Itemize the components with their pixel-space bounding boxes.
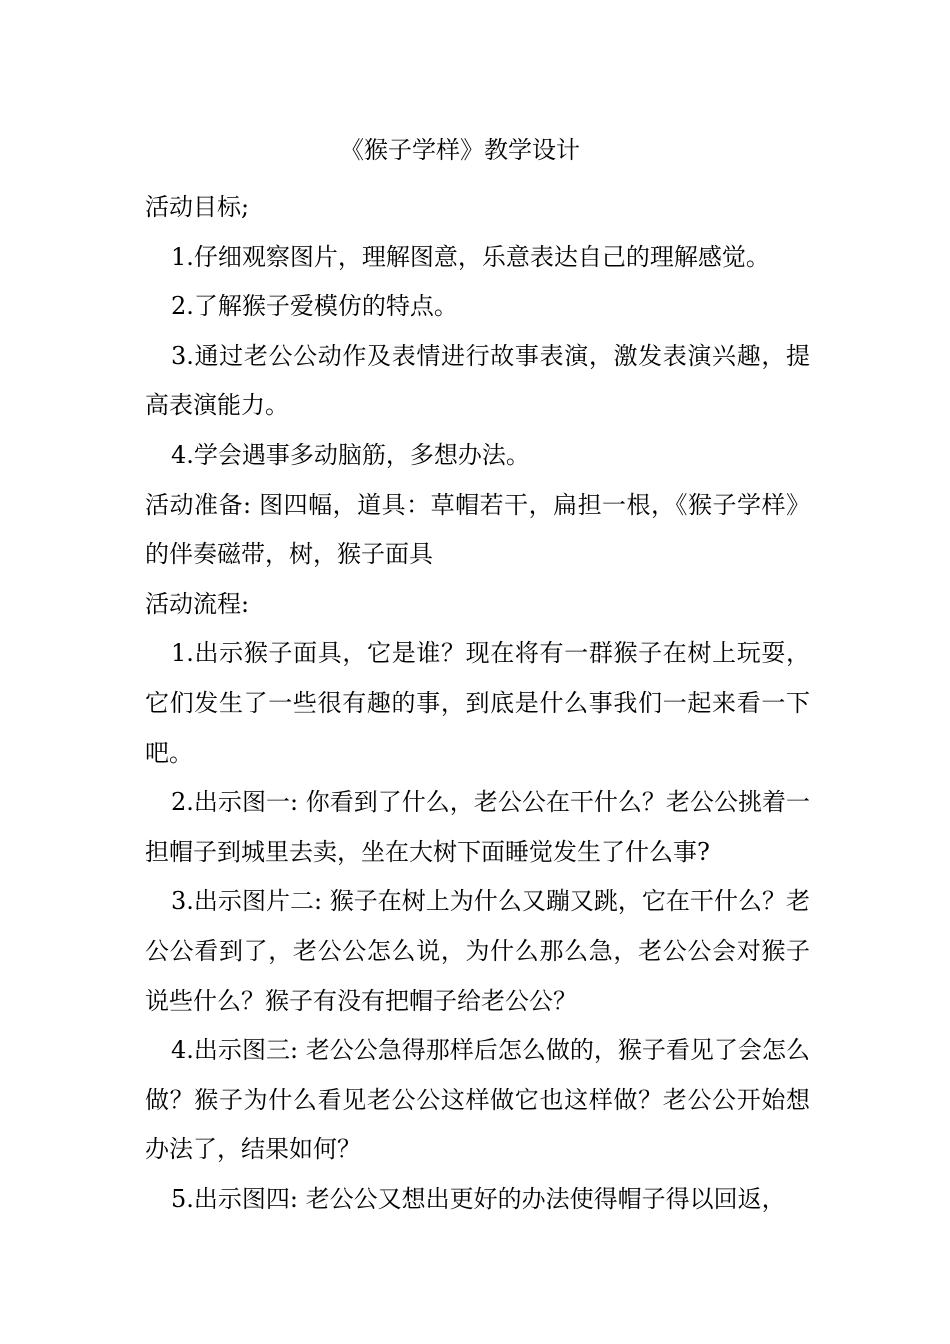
document-paragraph: 3.通过老公公动作及表情进行故事表演，激发表演兴趣，提高表演能力。 (145, 341, 810, 420)
document-paragraph: 1.出示猴子面具，它是谁？现在将有一群猴子在树上玩耍，它们发生了一些很有趣的事，到底是什么事我们一起来看一下吧。 (145, 639, 810, 767)
document-paragraph: 活动准备: 图四幅，道具：草帽若干，扁担一根，《猴子学样》的伴奏磁带，树，猴子面具 (145, 490, 810, 569)
document-paragraph: 2.了解猴子爱模仿的特点。 (171, 292, 458, 321)
document-paragraph: 2.出示图一: 你看到了什么，老公公在干什么？老公公挑着一担帽子到城里去卖，坐在大树下面睡觉发生了什么事? (145, 788, 810, 866)
document-paragraph: 3.出示图片二: 猴子在树上为什么又蹦又跳，它在干什么？老公公看到了，老公公怎么说，为什么那么急，老公公会对猴子说些什么？猴子有没有把帽子给老公公？ (145, 887, 810, 1015)
document-paragraph: 1.仔细观察图片，理解图意，乐意表达自己的理解感觉。 (171, 242, 770, 271)
document-paragraph: 4.学会遇事多动脑筋，多想办法。 (171, 440, 530, 469)
document-title: 《猴子学样》教学设计 (340, 136, 580, 164)
document-body (145, 183, 810, 1224)
document-paragraph: 活动流程: (145, 589, 250, 618)
document-paragraph: 4.出示图三: 老公公急得那样后怎么做的，猴子看见了会怎么做？猴子为什么看见老公公这样做它也这样做？老公公开始想办法了，结果如何？ (145, 1036, 810, 1164)
document-paragraph: 活动目标; (145, 193, 250, 221)
document-paragraph: 5.出示图四: 老公公又想出更好的办法使得帽子得以回返， (171, 1184, 786, 1213)
